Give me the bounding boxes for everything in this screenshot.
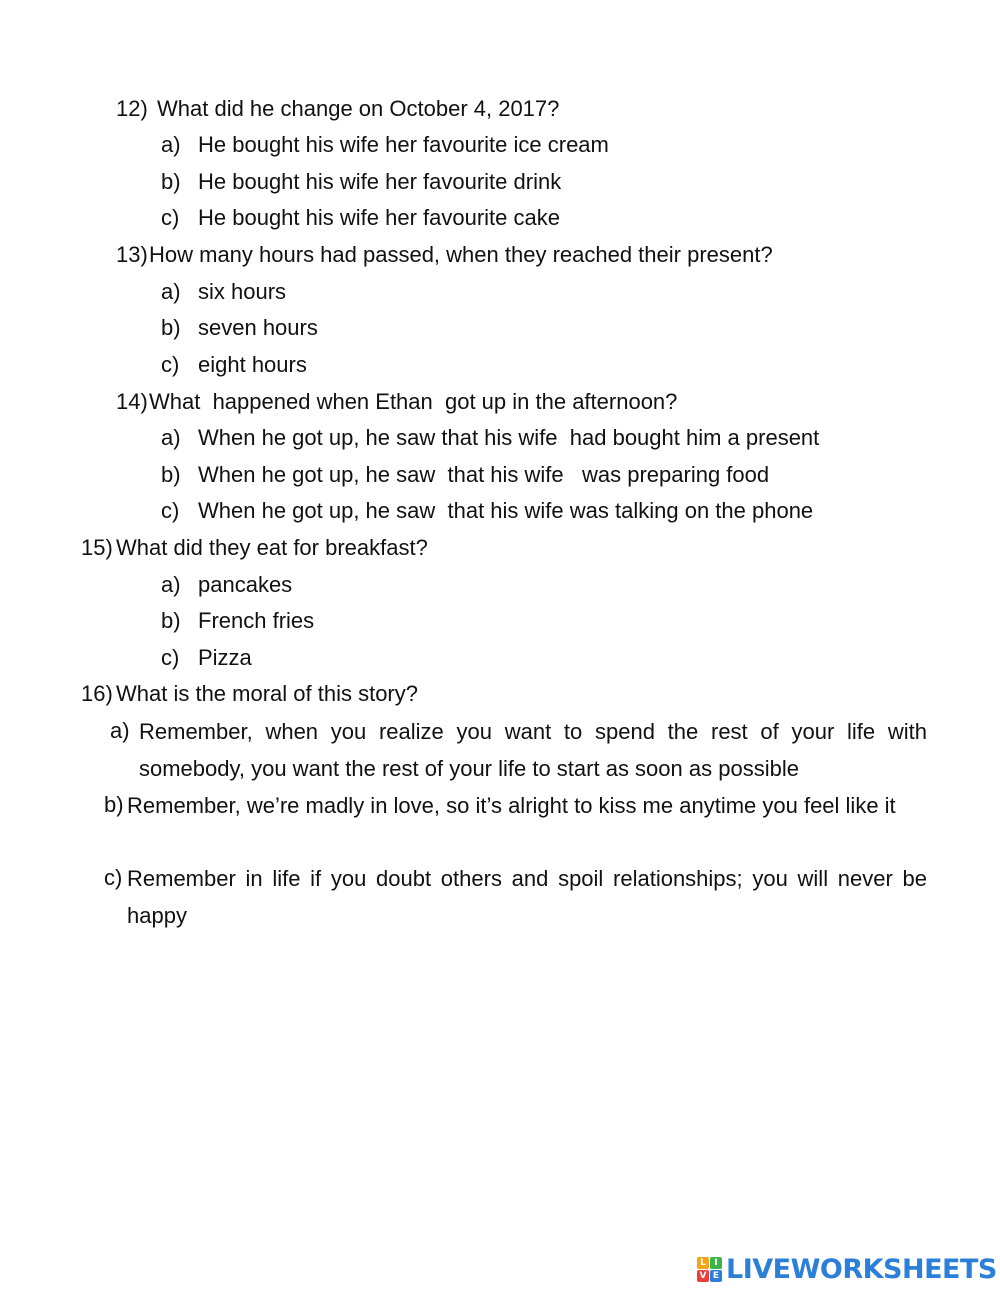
question-text: How many hours had passed, when they reached their present?	[149, 242, 773, 267]
option-label: c)	[161, 498, 180, 523]
option-label: b)	[161, 462, 181, 487]
option-text: six hours	[198, 279, 287, 304]
option-label: b)	[161, 608, 181, 633]
option-text: He bought his wife her favourite drink	[198, 169, 562, 194]
option-text: Remember in life if you doubt others and spoil relationships; you will never be happy	[127, 866, 927, 928]
liveworksheets-brand	[697, 1255, 997, 1285]
question-number: 16)	[81, 681, 113, 706]
question-number: 12)	[116, 96, 148, 121]
option-label: a)	[110, 718, 130, 743]
option-label: b)	[161, 169, 181, 194]
question-text: What did they eat for breakfast?	[116, 535, 428, 560]
option-label: c)	[104, 865, 123, 890]
option-text: Remember, we’re madly in love, so it’s alright to kiss me anytime you feel like it	[127, 793, 896, 818]
option-label: a)	[161, 425, 181, 450]
option-text: He bought his wife her favourite cake	[198, 205, 560, 230]
question-number: 13)	[116, 242, 148, 267]
option-text: When he got up, he saw that his wife was talking on the phone	[198, 498, 814, 523]
brand-name: LIVEWORKSHEETS	[726, 1254, 997, 1285]
question-number: 14)	[116, 389, 148, 414]
question-text: What did he change on October 4, 2017?	[157, 96, 560, 121]
option-text: He bought his wife her favourite ice cream	[198, 132, 609, 157]
option-label: a)	[161, 279, 181, 304]
option-label: c)	[161, 645, 180, 670]
option-label: a)	[161, 572, 181, 597]
option-text: French fries	[198, 608, 315, 633]
option-text: pancakes	[198, 572, 293, 597]
option-label: b)	[161, 315, 181, 340]
question-number: 15)	[81, 535, 113, 560]
option-label: c)	[161, 205, 180, 230]
option-text: eight hours	[198, 352, 307, 377]
question-text: What happened when Ethan got up in the afternoon?	[149, 389, 678, 414]
question-text: What is the moral of this story?	[116, 681, 418, 706]
option-text: When he got up, he saw that his wife was preparing food	[198, 462, 770, 487]
option-label: a)	[161, 132, 181, 157]
option-label: c)	[161, 352, 180, 377]
option-label: b)	[104, 792, 124, 817]
option-text: When he got up, he saw that his wife had bought him a present	[198, 425, 820, 450]
option-text: Remember, when you realize you want to spend the rest of your life with somebody, you want the rest of your life to start as soon as possible	[139, 719, 927, 781]
liveworksheets-logo-icon: L I V E	[697, 1257, 723, 1283]
option-text: Pizza	[198, 645, 252, 670]
option-text: seven hours	[198, 315, 318, 340]
